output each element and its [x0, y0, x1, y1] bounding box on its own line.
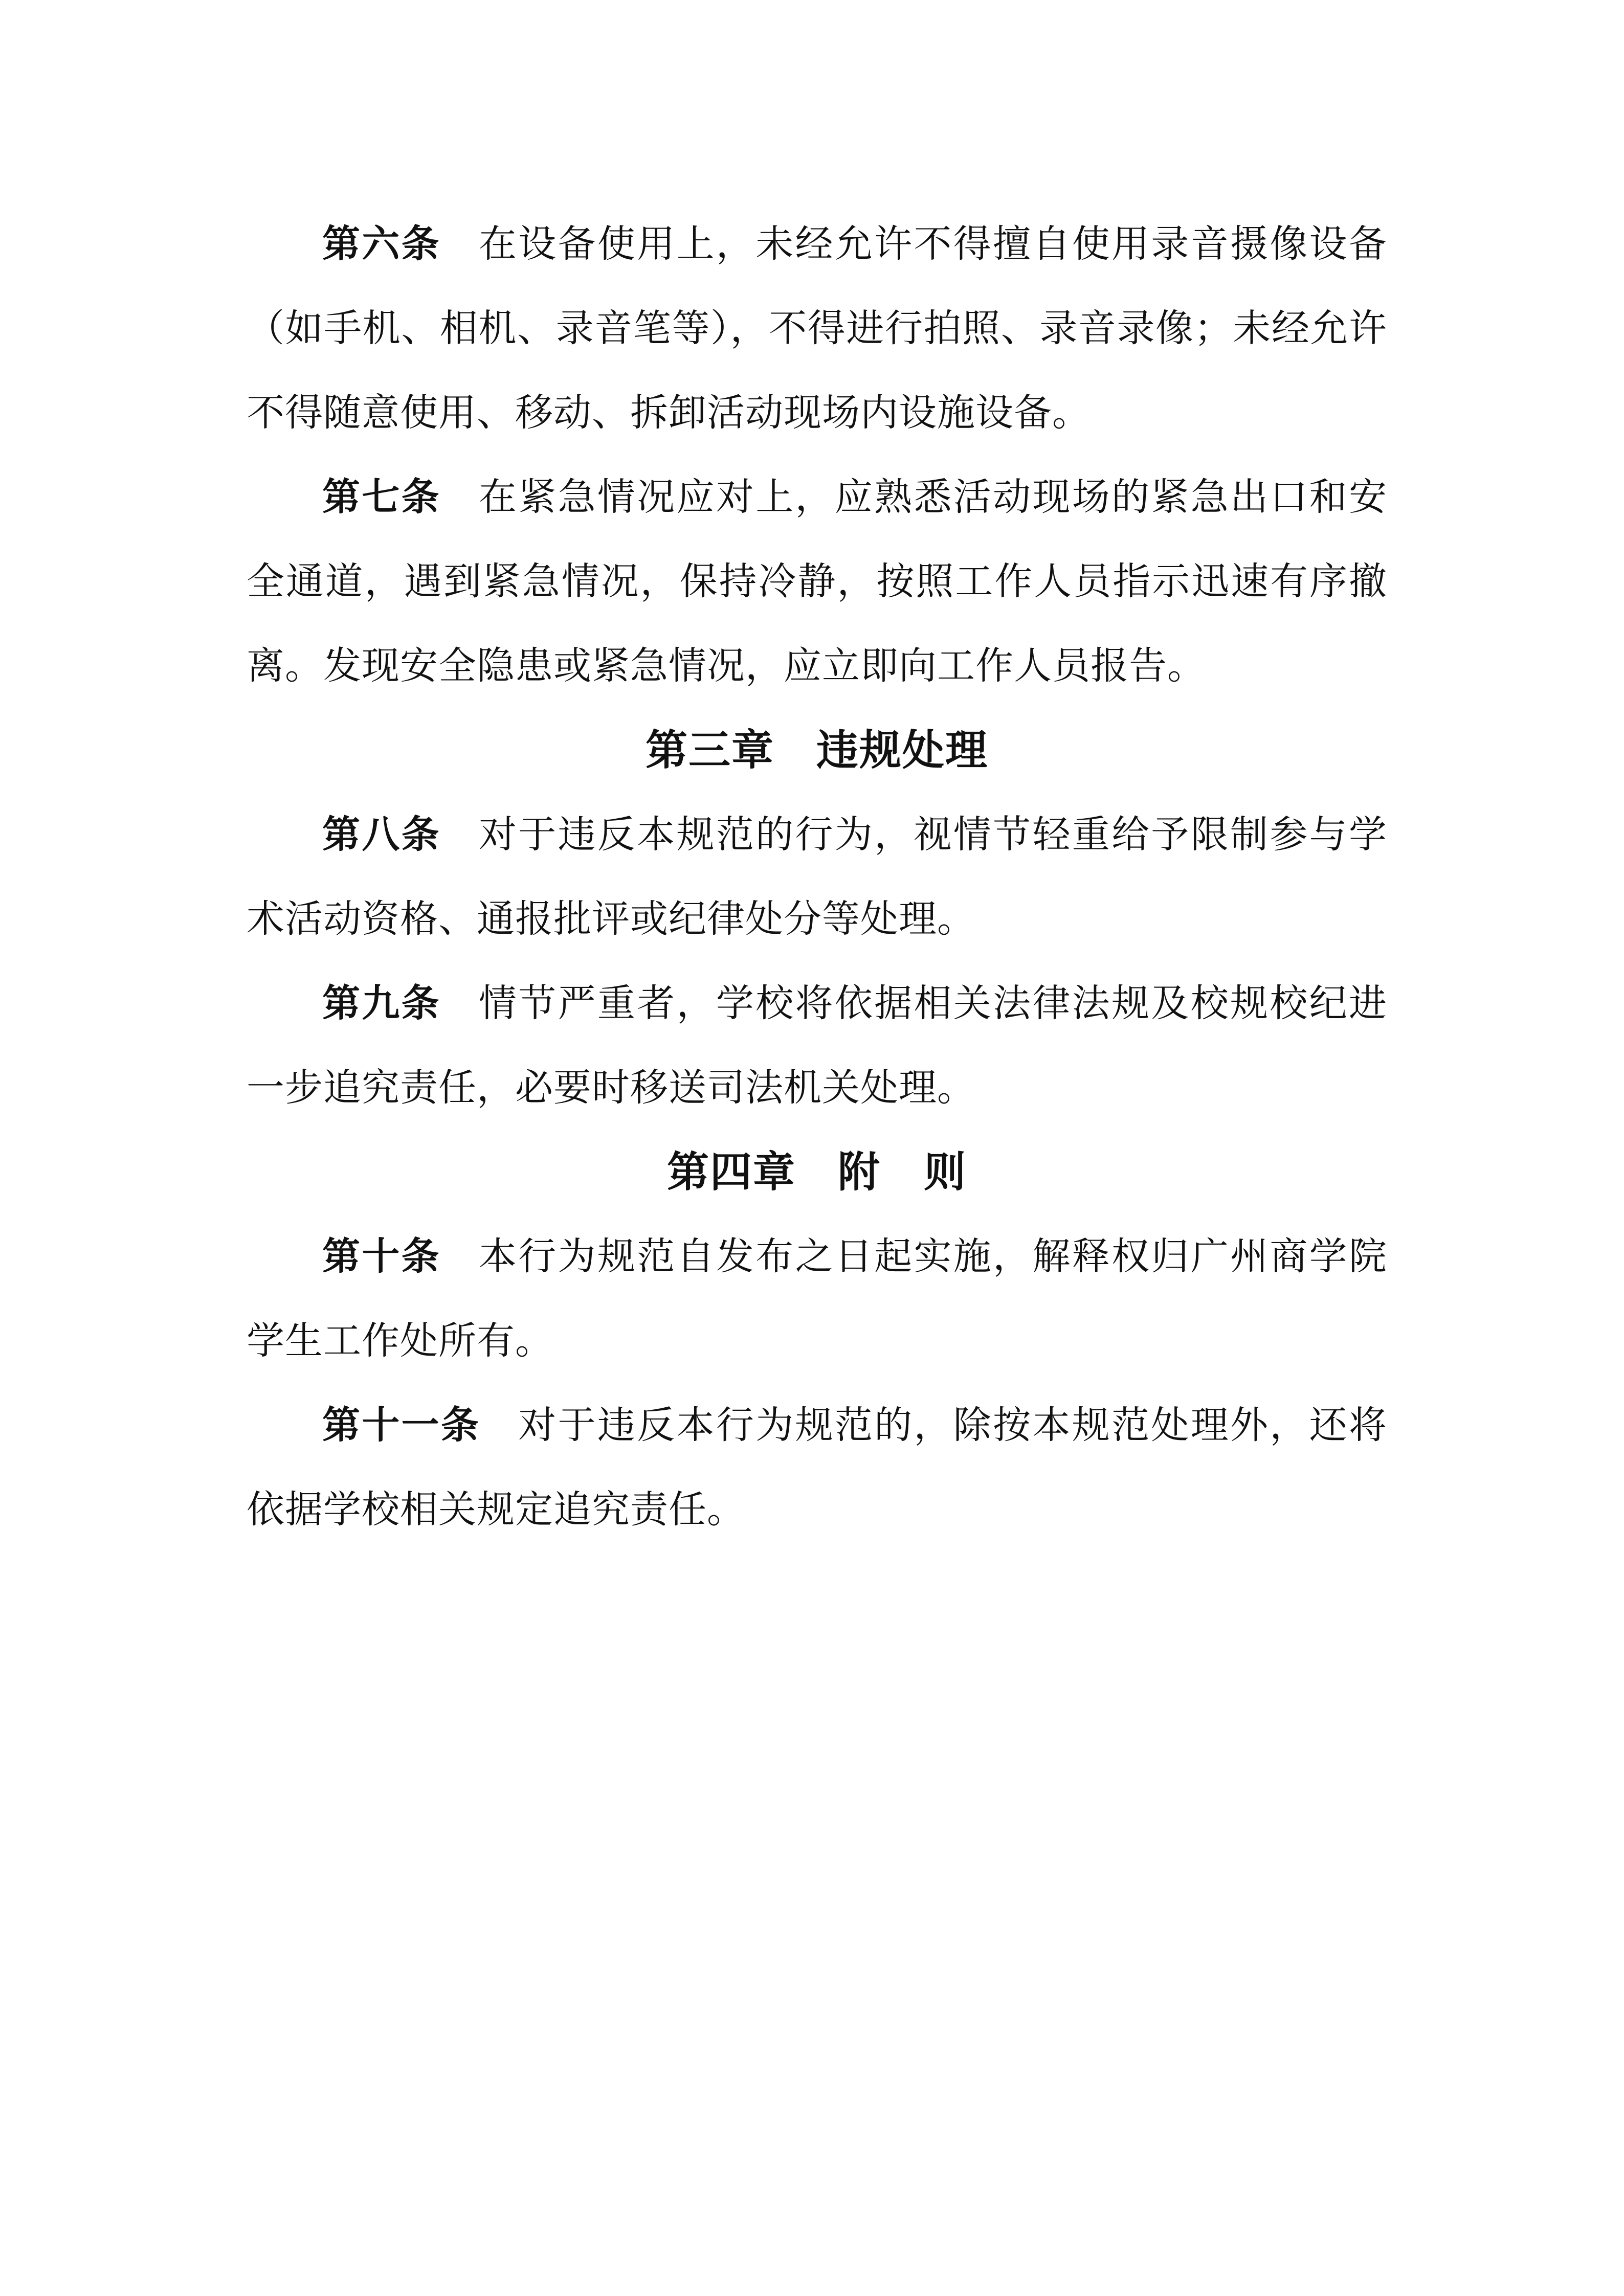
article-6-label: 第六条 [322, 222, 441, 266]
article-11-label: 第十一条 [322, 1403, 481, 1447]
chapter-4-heading [247, 1130, 1387, 1214]
article-8-text: 对于违反本规范的行为，视情节轻重给予限制参与学术活动资格、通报批评或纪律处分等处理。 [247, 813, 1388, 941]
article-6-text: 在设备使用上，未经允许不得擅自使用录音摄像设备（如手机、相机、录音笔等），不得进行拍照、录音录像；未经允许不得随意使用、移动、拆卸活动现场内设施设备。 [247, 222, 1388, 435]
chapter-3-title: 违规处理 [816, 726, 989, 775]
article-7-label: 第七条 [322, 475, 441, 519]
article-10-text: 本行为规范自发布之日起实施，解释权归广州商学院学生工作处所有。 [247, 1234, 1388, 1363]
article-9 [247, 961, 1387, 1130]
chapter-4-number: 第四章 [666, 1147, 796, 1197]
article-6 [247, 202, 1387, 455]
article-9-text: 情节严重者，学校将依据相关法律法规及校规校纪进一步追究责任，必要时移送司法机关处理。 [247, 981, 1388, 1110]
article-11-text: 对于违反本行为规范的，除按本规范处理外，还将依据学校相关规定追究责任。 [247, 1403, 1387, 1532]
article-10 [247, 1214, 1387, 1383]
article-8 [247, 793, 1387, 961]
article-7-text: 在紧急情况应对上，应熟悉活动现场的紧急出口和安全通道，遇到紧急情况，保持冷静，按照工作人员指示迅速有序撤离。发现安全隐患或紧急情况，应立即向工作人员报告。 [247, 475, 1388, 688]
article-7 [247, 455, 1387, 708]
chapter-4-title: 附 则 [838, 1147, 967, 1197]
article-8-label: 第八条 [322, 813, 441, 857]
document-body [247, 202, 1387, 1552]
article-10-label: 第十条 [322, 1234, 441, 1278]
article-11 [247, 1383, 1387, 1552]
chapter-3-number: 第三章 [645, 726, 774, 775]
article-9-label: 第九条 [322, 981, 441, 1025]
chapter-3-heading [247, 708, 1387, 793]
